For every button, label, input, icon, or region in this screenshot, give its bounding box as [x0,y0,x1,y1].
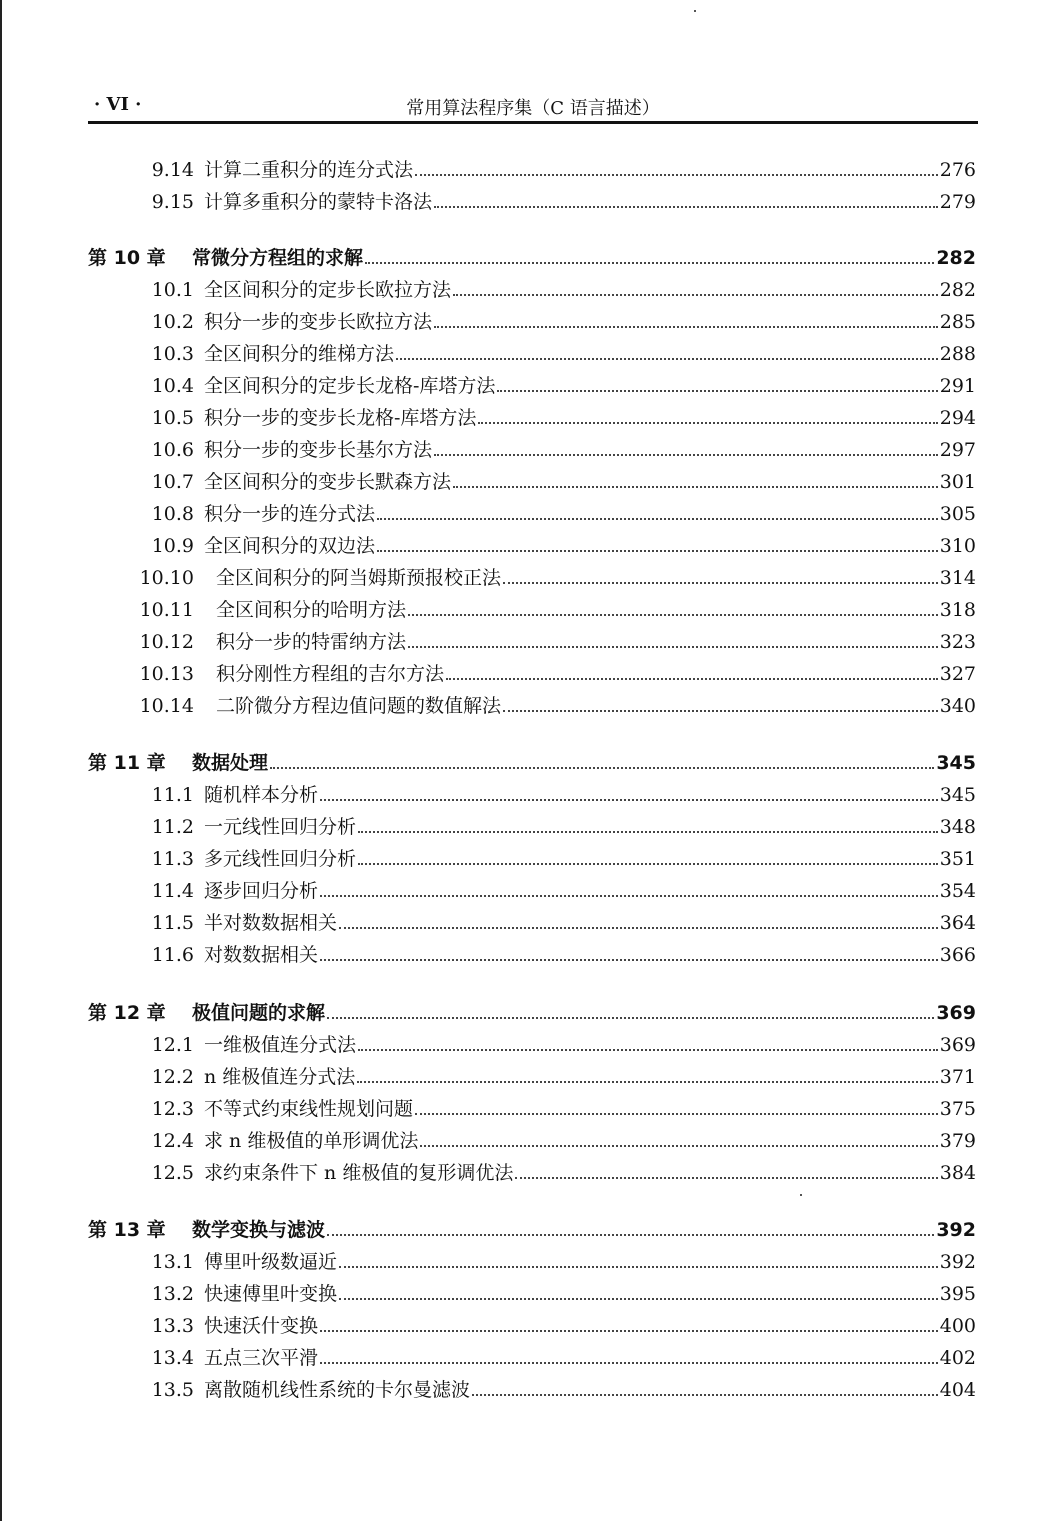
toc-section-entry [88,528,976,558]
toc-entry-title: 全区间积分的定步长龙格-库塔方法 [204,375,496,397]
toc-entry-number: 13.5 [151,1379,194,1401]
toc-section-entry [88,905,976,935]
toc-entry-title: 快速沃什变换 [204,1315,319,1337]
toc-entry-number: 第 12 章 [88,1002,166,1024]
toc-chapter-entry [88,995,976,1025]
toc-entry-title: 傅里叶级数逼近 [204,1251,338,1273]
toc-entry-title: 随机样本分析 [204,784,319,806]
dot-leader [377,549,938,552]
toc-entry-number: 10.2 [151,311,194,333]
dot-leader [320,1361,938,1364]
toc-entry-number: 10.5 [151,407,194,429]
toc-entry-page: 345 [936,752,976,774]
dot-leader [420,1144,937,1147]
toc-entry-number: 10.12 [139,631,194,653]
dot-leader [358,862,938,865]
toc-entry-number: 11.1 [151,784,194,806]
dot-leader [320,958,938,961]
toc-entry-title: 积分一步的连分式法 [204,503,376,525]
toc-entry-title: 积分一步的变步长龙格-库塔方法 [204,407,477,429]
toc-entry-number: 9.14 [151,159,194,181]
toc-entry-page: 276 [939,159,976,181]
toc-entry-title: 不等式约束线性规划问题 [204,1098,414,1120]
toc-chapter-entry [88,1212,976,1242]
dot-leader [320,798,938,801]
dot-leader [515,1176,937,1179]
toc-entry-title: 全区间积分的定步长欧拉方法 [204,279,452,301]
toc-section-entry [88,1244,976,1274]
toc-entry-title: 数据处理 [192,752,269,774]
toc-entry-number: 第 10 章 [88,247,166,269]
toc-entry-page: 314 [939,567,976,589]
dot-leader [327,1233,934,1236]
dot-leader [453,485,938,488]
toc-entry-title: 多元线性回归分析 [204,848,357,870]
toc-section-entry [88,1372,976,1402]
dot-leader [503,581,938,584]
toc-entry-page: 323 [939,631,976,653]
toc-entry-page: 291 [939,375,976,397]
toc-section-entry [88,1123,976,1153]
toc-section-entry [88,560,976,590]
toc-entry-page: 364 [939,912,976,934]
dot-leader [434,453,938,456]
dot-leader [377,517,938,520]
toc-entry-page: 282 [936,247,976,269]
toc-section-entry [88,464,976,494]
scan-speck [800,1194,802,1196]
toc-entry-title: 全区间积分的双边法 [204,535,376,557]
toc-entry-title: 求 n 维极值的单形调优法 [204,1130,419,1152]
toc-section-entry [88,937,976,967]
toc-entry-page: 375 [939,1098,976,1120]
toc-section-entry [88,1276,976,1306]
toc-entry-page: 369 [936,1002,976,1024]
dot-leader [415,1112,938,1115]
toc-entry-number: 10.14 [139,695,194,717]
toc-section-entry [88,1059,976,1089]
toc-entry-number: 11.3 [151,848,194,870]
toc-section-entry [88,1027,976,1057]
toc-entry-number: 11.2 [151,816,194,838]
page-number: · VI · [94,94,142,115]
toc-entry-number: 9.15 [151,191,194,213]
dot-leader [497,389,937,392]
dot-leader [472,1393,938,1396]
toc-entry-number: 第 13 章 [88,1219,166,1241]
toc-section-entry [88,152,976,182]
toc-entry-page: 395 [939,1283,976,1305]
dot-leader [396,357,938,360]
toc-entry-title: 二阶微分方程边值问题的数值解法 [216,695,502,717]
toc-chapter-entry [88,745,976,775]
toc-entry-page: 404 [939,1379,976,1401]
dot-leader [357,1080,937,1083]
scan-speck [694,10,696,12]
toc-entry-title: 积分一步的变步长欧拉方法 [204,311,433,333]
toc-section-entry [88,272,976,302]
toc-entry-page: 379 [939,1130,976,1152]
dot-leader [434,205,938,208]
toc-entry-number: 13.4 [151,1347,194,1369]
toc-entry-title: 快速傅里叶变换 [204,1283,338,1305]
toc-entry-page: 318 [939,599,976,621]
toc-entry-title: n 维极值连分式法 [204,1066,356,1088]
toc-section-entry [88,1340,976,1370]
dot-leader [327,1016,934,1019]
toc-entry-number: 12.2 [151,1066,194,1088]
dot-leader [503,709,938,712]
toc-entry-title: 对数数据相关 [204,944,319,966]
toc-section-entry [88,1155,976,1185]
toc-entry-page: 345 [939,784,976,806]
dot-leader [446,677,938,680]
toc-entry-page: 366 [939,944,976,966]
toc-entry-title: 离散随机线性系统的卡尔曼滤波 [204,1379,471,1401]
toc-section-entry [88,432,976,462]
toc-section-entry [88,777,976,807]
toc-entry-number: 10.7 [151,471,194,493]
dot-leader [434,325,938,328]
toc-entry-page: 285 [939,311,976,333]
toc-entry-page: 297 [939,439,976,461]
toc-entry-title: 常微分方程组的求解 [192,247,364,269]
dot-leader [339,926,938,929]
toc-section-entry [88,184,976,214]
toc-entry-page: 369 [939,1034,976,1056]
dot-leader [408,645,938,648]
toc-entry-page: 279 [939,191,976,213]
toc-entry-page: 340 [939,695,976,717]
toc-entry-number: 11.5 [151,912,194,934]
toc-entry-number: 13.1 [151,1251,194,1273]
dot-leader [339,1297,938,1300]
toc-entry-page: 348 [939,816,976,838]
toc-entry-title: 全区间积分的维梯方法 [204,343,395,365]
toc-section-entry [88,809,976,839]
toc-section-entry [88,656,976,686]
toc-entry-number: 12.1 [151,1034,194,1056]
header-rule [88,121,978,124]
toc-section-entry [88,304,976,334]
toc-entry-number: 10.10 [139,567,194,589]
toc-entry-number: 10.3 [151,343,194,365]
toc-entry-title: 积分一步的变步长基尔方法 [204,439,433,461]
toc-section-entry [88,336,976,366]
toc-entry-title: 逐步回归分析 [204,880,319,902]
toc-entry-page: 282 [939,279,976,301]
toc-entry-page: 392 [936,1219,976,1241]
page-edge-rule [0,0,2,1521]
toc-entry-page: 310 [939,535,976,557]
toc-entry-page: 371 [939,1066,976,1088]
toc-entry-number: 12.4 [151,1130,194,1152]
book-title: 常用算法程序集（C 语言描述） [406,98,660,119]
toc-section-entry [88,496,976,526]
toc-entry-number: 10.9 [151,535,194,557]
toc-section-entry [88,688,976,718]
toc-section-entry [88,1308,976,1338]
toc-section-entry [88,400,976,430]
toc-entry-number: 12.3 [151,1098,194,1120]
dot-leader [478,421,937,424]
toc-section-entry [88,624,976,654]
toc-entry-number: 11.6 [151,944,194,966]
toc-entry-title: 一维极值连分式法 [204,1034,357,1056]
dot-leader [453,293,938,296]
toc-entry-title: 数学变换与滤波 [192,1219,326,1241]
toc-entry-title: 全区间积分的阿当姆斯预报校正法 [216,567,502,589]
toc-entry-title: 半对数数据相关 [204,912,338,934]
toc-entry-page: 392 [939,1251,976,1273]
toc-section-entry [88,841,976,871]
toc-entry-title: 计算多重积分的蒙特卡洛法 [204,191,433,213]
toc-entry-number: 13.2 [151,1283,194,1305]
toc-entry-number: 10.11 [139,599,194,621]
dot-leader [320,1329,938,1332]
dot-leader [339,1265,938,1268]
toc-entry-page: 384 [939,1162,976,1184]
toc-entry-title: 一元线性回归分析 [204,816,357,838]
dot-leader [358,830,938,833]
toc-entry-title: 积分一步的特雷纳方法 [216,631,407,653]
toc-entry-page: 402 [939,1347,976,1369]
dot-leader [358,1048,938,1051]
toc-entry-page: 294 [939,407,976,429]
toc-entry-title: 五点三次平滑 [204,1347,319,1369]
toc-entry-title: 求约束条件下 n 维极值的复形调优法 [204,1162,514,1184]
dot-leader [415,173,938,176]
toc-entry-title: 积分刚性方程组的吉尔方法 [216,663,445,685]
toc-entry-page: 400 [939,1315,976,1337]
toc-entry-page: 288 [939,343,976,365]
toc-entry-page: 301 [939,471,976,493]
toc-entry-number: 11.4 [151,880,194,902]
running-header [88,92,978,122]
toc-entry-page: 351 [939,848,976,870]
dot-leader [365,261,934,264]
toc-section-entry [88,873,976,903]
toc-entry-number: 10.6 [151,439,194,461]
toc-entry-number: 第 11 章 [88,752,166,774]
toc-section-entry [88,1091,976,1121]
toc-entry-page: 305 [939,503,976,525]
toc-entry-number: 10.1 [151,279,194,301]
toc-entry-number: 10.8 [151,503,194,525]
toc-chapter-entry [88,240,976,270]
toc-entry-number: 10.4 [151,375,194,397]
toc-entry-title: 计算二重积分的连分式法 [204,159,414,181]
dot-leader [320,894,938,897]
toc-entry-number: 10.13 [139,663,194,685]
toc-entry-number: 12.5 [151,1162,194,1184]
toc-section-entry [88,592,976,622]
dot-leader [270,766,934,769]
toc-entry-number: 13.3 [151,1315,194,1337]
toc-entry-title: 全区间积分的变步长默森方法 [204,471,452,493]
toc-entry-title: 全区间积分的哈明方法 [216,599,407,621]
toc-entry-page: 327 [939,663,976,685]
toc-entry-title: 极值问题的求解 [192,1002,326,1024]
toc-entry-page: 354 [939,880,976,902]
toc-section-entry [88,368,976,398]
dot-leader [408,613,938,616]
